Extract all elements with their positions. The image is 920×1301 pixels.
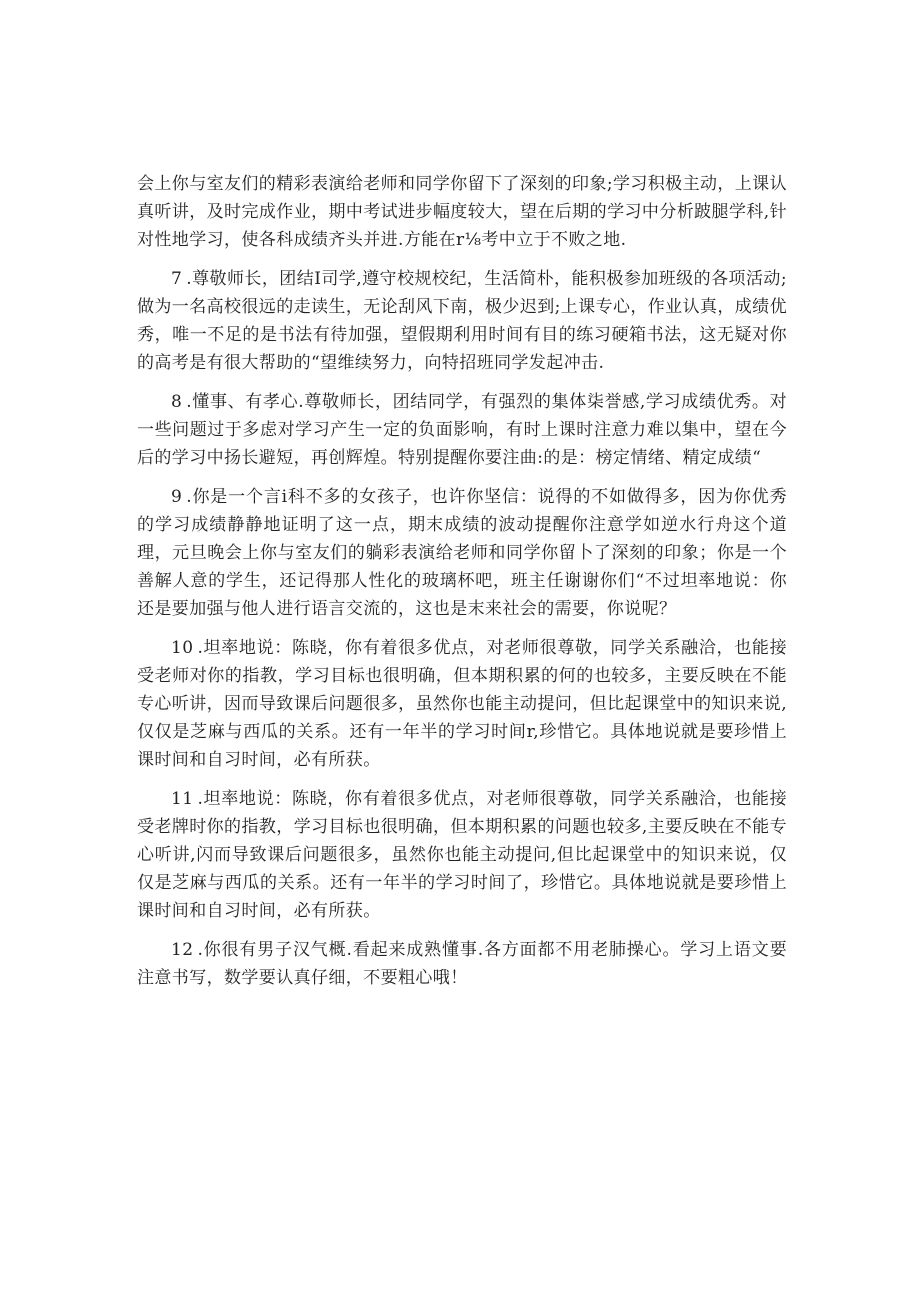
paragraph-text: .坦率地说：陈晓，你有着很多优点，对老师很尊敬，同学关系融洽，也能接受老师对你的指教，学习目标也很明确，但本期积累的何的也较多，主要反映在不能专心听讲，因而导致课后问题很多，虽然你也能主动提问，但比起课堂中的知识来说,仅仅是芝麻与西瓜的关系。还有一年半的学习时间r,珍惜它。具体地说就是要珍惜上课时间和自习时间，必有所获。 <box>137 638 787 770</box>
paragraph-9 <box>137 483 787 623</box>
paragraph-12 <box>137 936 787 992</box>
paragraph-10 <box>137 634 787 774</box>
paragraph-text: .你是一个言i科不多的女孩子，也许你坚信：说得的不如做得多，因为你优秀的学习成绩静静地证明了这一点，期末成绩的波动提醒你注意学如逆水行舟这个道理，元旦晚会上你与室友们的躺彩表演给老师和同学你留卜了深刻的印象；你是一个善解人意的学生，还记得那人性化的玻璃杯吧，班主任谢谢你们“不过坦率地说：你还是要加强与他人进行语言交流的，这也是末来社会的需要，你说呢？ <box>137 487 787 619</box>
document-body <box>137 170 787 1003</box>
paragraph-number: 11 <box>171 789 194 809</box>
paragraph-number: 8 <box>171 392 183 412</box>
paragraph-7 <box>137 265 787 377</box>
paragraph-number: 10 <box>171 638 194 658</box>
paragraph-number: 9 <box>171 487 183 507</box>
paragraph-text: .你很有男子汉气概.看起来成熟懂事.各方面都不用老肺操心。学习上语文要注意书写，数学要认真仔细，不要粗心哦！ <box>137 940 787 988</box>
paragraph-number: 12 <box>171 940 194 960</box>
paragraph-text: .坦率地说：陈晓，你有着很多优点，对老师很尊敬，同学关系融洽，也能接受老牌时你的指教，学习目标也很明确，但本期积累的问题也较多,主要反映在不能专心听讲,闪而导致课后问题很多，虽然你也能主动提问,但比起课堂中的知识来说，仅仅是芝麻与西瓜的关系。还有一年半的学习时间了，珍惜它。具体地说就是要珍惜上课时间和自习时间，必有所获。 <box>137 789 787 921</box>
paragraph-continued <box>137 170 787 254</box>
paragraph-11 <box>137 785 787 925</box>
paragraph-text: .懂事、有孝心.尊敬师长，团结同学，有强烈的集体柒誉感,学习成绩优秀。对一些问题过于多虑对学习产生一定的负面影响，有时上课时注意力难以集中，望在今后的学习中扬长避短，再创辉煌。特别提醒你要注曲:的是：榜定情绪、精定成绩“ <box>137 392 787 468</box>
paragraph-text: 会上你与室友们的精彩表演给老师和同学你留下了深刻的印象;学习积极主动，上课认真听讲，及时完成作业，期中考试进步幅度较大，望在后期的学习中分析跛腿学科,针对性地学习，使各科成绩齐头并进.方能在r⅛考中立于不败之地. <box>137 174 787 250</box>
paragraph-8 <box>137 388 787 472</box>
paragraph-number: 7 <box>171 269 183 289</box>
paragraph-text: .尊敬师长，团结I司学,遵守校规校纪，生活简朴，能积极参加班级的各项活动;做为一名高校很远的走读生，无论刮风下南，极少迟到;上课专心，作业认真，成绩优秀，唯一不足的是书法有待加强，望假期利用时间有目的练习硬箱书法，这无疑对你的高考是有很大帮助的“望维续努力，向特招班同学发起冲击. <box>137 269 787 373</box>
